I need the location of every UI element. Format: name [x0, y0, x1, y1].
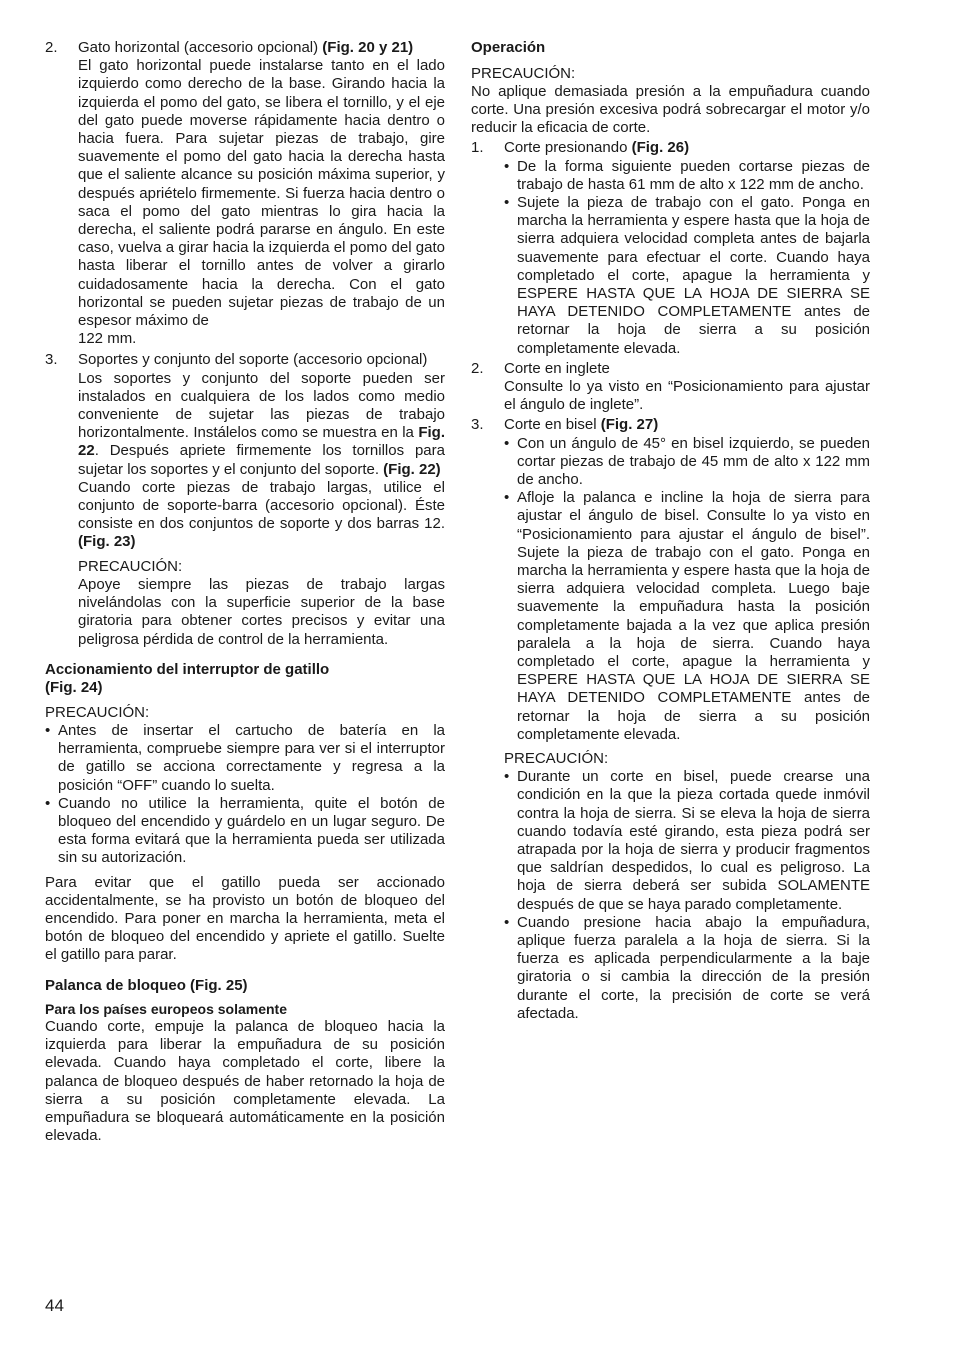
- caution-text: No aplique demasiada presión a la empuñadura cuando corte. Una presión excesiva podrá sobrecargar el motor y/o reducir la eficacia de corte.: [471, 82, 870, 137]
- paragraph: Cuando corte, empuje la palanca de bloqueo hacia la izquierda para liberar la empuñadura de su posición elevada. Cuando haya completado el corte, libere la palanca de bloqueo después de haber retornado la hoja de sierra a su posición completamente elevada. La empuñadura se bloqueará automáticamente en la posición elevada.: [45, 1018, 445, 1145]
- item-heading: Soportes y conjunto del soporte (accesorio opcional): [78, 351, 428, 369]
- item-number: 1.: [471, 139, 484, 157]
- bullet-item: • Cuando no utilice la herramienta, quite el botón de bloqueo del encendido y guárdelo en un lugar seguro. De esta forma evitará que la herramienta pueda ser utilizada sin su autorización.: [45, 794, 445, 867]
- bullet-icon: •: [504, 434, 510, 452]
- right-column: [471, 39, 870, 1023]
- item-heading: Corte en bisel (Fig. 27): [504, 416, 659, 434]
- section-heading-operation: Operación: [471, 39, 546, 56]
- bullet-item: • Cuando presione hacia abajo la empuñadura, aplique fuerza paralela a la hoja de sierra. Si la fuerza es aplicada perpendicularmente a la baje giratoria o si cambia la dirección de la presión durante el corte, la precisión de corte se verá afectada.: [504, 913, 870, 1022]
- list-item-horizontal-vise: [45, 39, 445, 348]
- caution-text: Apoye siempre las piezas de trabajo largas nivelándolas con la superficie superior de la base giratoria para obtener cortes precisos y evitar una peligrosa pérdida de control de la herramienta.: [78, 575, 445, 648]
- item-number: 3.: [471, 416, 484, 434]
- left-column: [45, 39, 445, 1145]
- item-number: 2.: [45, 39, 58, 56]
- bullet-icon: •: [504, 913, 510, 931]
- bullet-item: • Durante un corte en bisel, puede crearse una condición en la que la pieza cortada quede inmóvil contra la hoja de sierra. Si se eleva la hoja de sierra cuando todavía esté girando, esta pieza podrá ser atrapada por la hoja de sierra y producir fragmentos que saldrían despedidos, lo cual es peligroso. La hoja de sierra deberá ser subida SOLAMENTE después de que se haya parado completamente.: [504, 768, 870, 913]
- page-number: 44: [45, 1296, 64, 1315]
- section-heading-lock-lever: Palanca de bloqueo (Fig. 25): [45, 976, 248, 994]
- bullet-icon: •: [504, 768, 510, 786]
- bullet-item: • Con un ángulo de 45° en bisel izquierdo, se pueden cortar piezas de trabajo de 45 mm de alto x 122 mm de ancho.: [504, 434, 870, 488]
- item-number: 2.: [471, 359, 484, 377]
- bullet-item: • Antes de insertar el cartucho de batería en la herramienta, compruebe siempre para ver si el interruptor de gatillo se acciona correctamente y regresa a la posición “OFF” cuando lo suelta.: [45, 721, 445, 794]
- bullet-icon: •: [504, 157, 510, 175]
- item-paragraph: Los soportes y conjunto del soporte pueden ser instalados en cualquiera de los lados como medio conveniente de sujetar las piezas de trabajo horizontalmente. Instálelos como se muestra en la Fig. 22. Después apriete firmemente los tornillos para sujetar los soportes y el conjunto del soporte. (Fig. 22): [78, 369, 445, 478]
- bullet-item: • De la forma siguiente pueden cortarse piezas de trabajo de hasta 61 mm de alto x 122 mm de ancho.: [504, 157, 870, 193]
- list-item-holders: [45, 351, 445, 648]
- item-body: El gato horizontal puede instalarse tanto en el lado izquierdo como derecho de la base. Girando hacia la izquierda el pomo del gato, se libera el tornillo, y el eje del gato puede moverse rápidamente hacia dentro o hacia fuera. Para sujetar piezas de trabajo, gire suavemente el pomo del gato hacia la derecha hasta que el saliente alcance su posición máxima superior, y después apriételo firmemente. Si fuerza hacia dentro o saca el pomo del gato mientras lo gira hacia la derecha, el saliente podrá pararse en ángulo. En este caso, vuelva a girar hacia la izquierda el pomo del gato hasta liberar el tornillo antes de volver a girarlo cuidadosamente hacia la derecha. Con el gato horizontal se pueden sujetar piezas de trabajo de un espesor máximo de: [78, 57, 445, 330]
- item-heading: Gato horizontal (accesorio opcional) (Fig. 20 y 21): [78, 39, 414, 56]
- caution-label: PRECAUCIÓN:: [45, 703, 150, 721]
- item-body: Consulte lo ya visto en “Posicionamiento para ajustar el ángulo de inglete”.: [504, 377, 870, 414]
- caution-label: PRECAUCIÓN:: [78, 557, 183, 575]
- bullet-icon: •: [504, 193, 510, 211]
- item-paragraph: Cuando corte piezas de trabajo largas, utilice el conjunto de soporte-barra (accesorio opcional). Éste consiste en dos conjuntos de soporte y dos barras 12. (Fig. 23): [78, 478, 445, 551]
- list-item-bevel-cut: [471, 416, 870, 1023]
- item-heading: Corte en inglete: [504, 359, 610, 377]
- bullet-icon: •: [504, 489, 510, 507]
- bullet-icon: •: [45, 721, 51, 739]
- bullet-item: • Afloje la palanca e incline la hoja de sierra para ajustar el ángulo de bisel. Consulte lo ya visto en “Posicionamiento para ajustar el ángulo de bisel”. Sujete la pieza de trabajo con el gato. Ponga en marcha la herramienta y espere hasta que la hoja de sierra adquiera velocidad completa. Luego baje suavemente la empuñadura hasta la posición completamente bajada a la vez que aplica presión paralela a la hoja de sierra. Cuando haya completado el corte, apague la herramienta y ESPERE HASTA QUE LA HOJA DE SIERRA SE HAYA DETENIDO COMPLETAMENTE antes de retornar la hoja de sierra a su posición completamente elevada.: [504, 489, 870, 743]
- bullet-icon: •: [45, 794, 51, 812]
- caution-label: PRECAUCIÓN:: [471, 64, 576, 82]
- subheading: Para los países europeos solamente: [45, 1001, 287, 1018]
- section-heading-trigger: Accionamiento del interruptor de gatillo (Fig. 24): [45, 660, 330, 697]
- bullet-item: • Sujete la pieza de trabajo con el gato. Ponga en marcha la herramienta y espere hasta que la hoja de sierra adquiera velocidad completa antes de bajarla suavemente para efectuar el corte. Cuando haya completado el corte, apague la herramienta y ESPERE HASTA QUE LA HOJA DE SIERRA SE HAYA DETENIDO COMPLETAMENTE antes de retornar la hoja de sierra a su posición completamente elevada.: [504, 193, 870, 357]
- item-number: 3.: [45, 351, 58, 369]
- caution-label: PRECAUCIÓN:: [504, 750, 609, 768]
- item-heading: Corte presionando (Fig. 26): [504, 139, 690, 157]
- item-body-end: 122 mm.: [78, 330, 137, 348]
- paragraph: Para evitar que el gatillo pueda ser accionado accidentalmente, se ha provisto un botón de bloqueo del encendido. Para poner en marcha la herramienta, meta el botón de bloqueo del encendido y apriete el gatillo. Suelte el gatillo para parar.: [45, 873, 445, 964]
- list-item-miter-cutting: [471, 360, 870, 415]
- list-item-press-cutting: [471, 139, 870, 357]
